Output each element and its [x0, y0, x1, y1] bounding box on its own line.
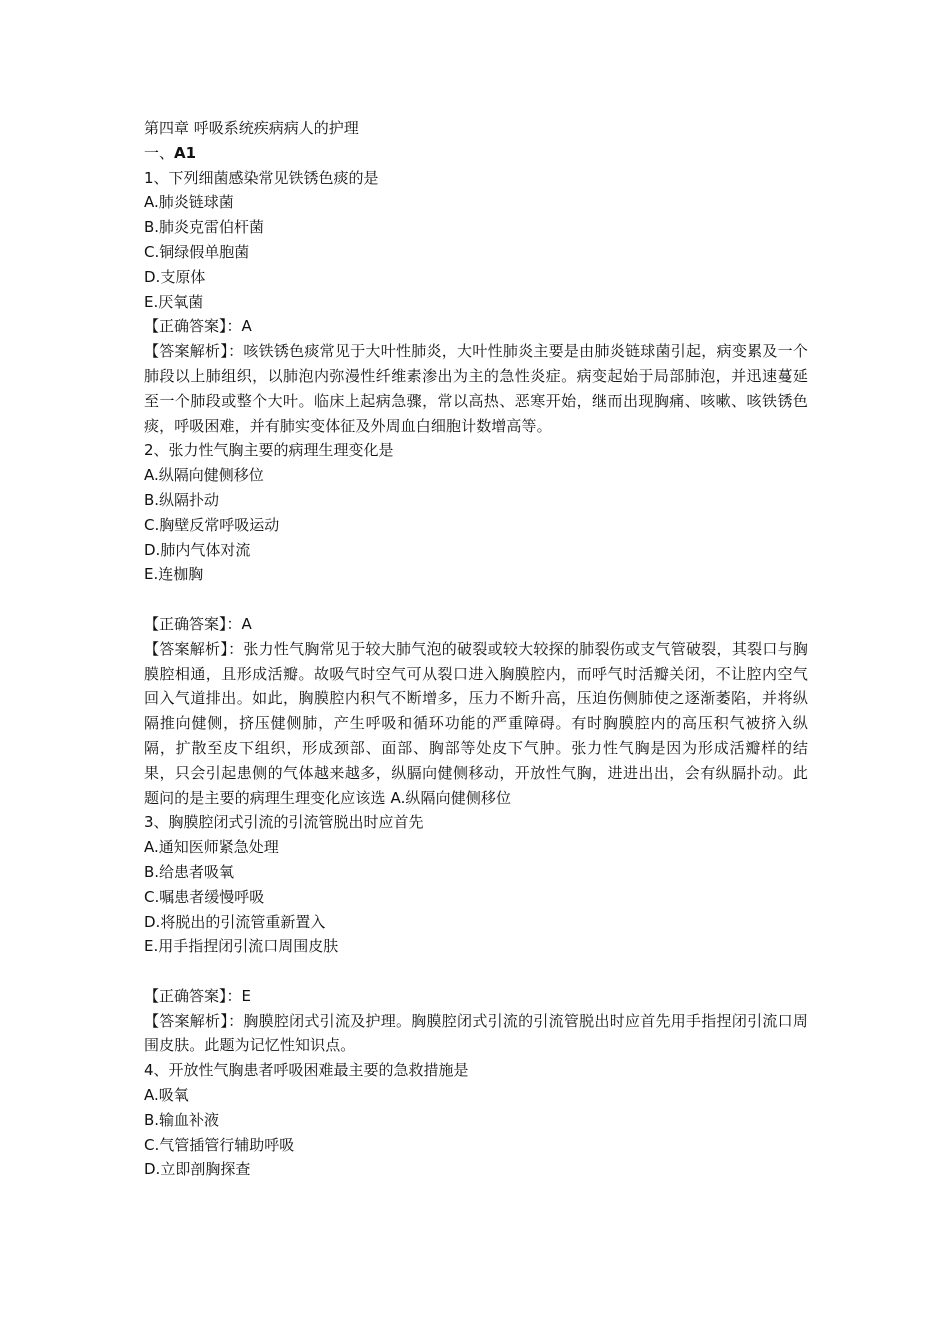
correct-answer	[144, 314, 808, 339]
answer-label: 【正确答案】	[144, 317, 227, 336]
option-e: E.厌氧菌	[144, 292, 204, 311]
blank-line	[144, 587, 808, 612]
option-b: B.给患者吸氧	[144, 862, 235, 881]
document-page	[144, 116, 808, 1182]
analysis-text: 胸膜腔闭式引流及护理。胸膜腔闭式引流的引流管脱出时应首先用手指捏闭引流口周围皮肤。此题为记忆性知识点。	[144, 1011, 808, 1055]
analysis-label: 【答案解析】	[144, 342, 229, 361]
colon: ：	[226, 317, 242, 336]
answer-label: 【正确答案】	[144, 986, 227, 1005]
section-heading	[144, 141, 808, 166]
blank-line	[144, 959, 808, 984]
option-d: D.将脱出的引流管重新置入	[144, 912, 326, 931]
analysis-label: 【答案解析】	[144, 1011, 229, 1030]
option-d: D.支原体	[144, 267, 206, 286]
section-prefix: 一、	[144, 143, 175, 162]
answer-value: A	[241, 317, 252, 336]
option-d: D.立即剖胸探查	[144, 1160, 251, 1179]
answer-value: E	[241, 986, 252, 1005]
option-a: A.肺炎链球菌	[144, 193, 234, 212]
option-c: C.嘱患者缓慢呼吸	[144, 887, 265, 906]
question-3	[144, 810, 808, 1058]
section-name: A1	[174, 143, 197, 162]
option-b: B.肺炎克雷伯杆菌	[144, 218, 265, 237]
option-a: A.吸氧	[144, 1086, 189, 1105]
option-b: B.纵隔扑动	[144, 490, 220, 509]
option-d: D.肺内气体对流	[144, 540, 251, 559]
option-a: A.通知医师紧急处理	[144, 838, 279, 857]
answer-analysis	[144, 1009, 808, 1059]
answer-label: 【正确答案】	[144, 614, 227, 633]
option-c: C.胸壁反常呼吸运动	[144, 515, 280, 534]
analysis-text: 咳铁锈色痰常见于大叶性肺炎，大叶性肺炎主要是由肺炎链球菌引起，病变累及一个肺段以上肺组织，以肺泡内弥漫性纤维素渗出为主的急性炎症。病变起始于局部肺泡，并迅速蔓延至一个肺段或整个大叶。临床上起病急骤，常以高热、恶寒开始，继而出现胸痛、咳嗽、咳铁锈色痰，呼吸困难，并有肺实变体征及外周血白细胞计数增高等。	[144, 342, 808, 435]
question-stem: 2、张力性气胸主要的病理生理变化是	[144, 441, 394, 460]
answer-analysis	[144, 339, 808, 438]
answer-value: A	[241, 614, 252, 633]
option-b: B.输血补液	[144, 1110, 220, 1129]
correct-answer	[144, 612, 808, 637]
question-stem: 3、胸膜腔闭式引流的引流管脱出时应首先	[144, 813, 424, 832]
analysis-label: 【答案解析】	[144, 639, 229, 658]
question-1	[144, 166, 808, 439]
question-stem: 1、下列细菌感染常见铁锈色痰的是	[144, 168, 379, 187]
colon: ：	[226, 614, 242, 633]
answer-analysis	[144, 637, 808, 811]
colon: ：	[228, 342, 244, 361]
correct-answer	[144, 984, 808, 1009]
option-c: C.铜绿假单胞菌	[144, 242, 250, 261]
colon: ：	[228, 639, 244, 658]
question-2	[144, 438, 808, 810]
option-c: C.气管插管行辅助呼吸	[144, 1135, 295, 1154]
chapter-title: 第四章 呼吸系统疾病病人的护理	[144, 119, 359, 137]
option-e: E.连枷胸	[144, 565, 204, 584]
question-4	[144, 1058, 808, 1182]
option-a: A.纵隔向健侧移位	[144, 466, 264, 485]
colon: ：	[226, 986, 242, 1005]
option-e: E.用手指捏闭引流口周围皮肤	[144, 937, 339, 956]
analysis-text: 张力性气胸常见于较大肺气泡的破裂或较大较探的肺裂伤或支气管破裂，其裂口与胸膜腔相通，且形成活瓣。故吸气时空气可从裂口进入胸膜腔内，而呼气时活瓣关闭，不让腔内空气回入气道排出。如此，胸膜腔内积气不断增多，压力不断升高，压迫伤侧肺使之逐渐萎陷，并将纵隔推向健侧，挤压健侧肺，产生呼吸和循环功能的严重障碍。有时胸膜腔内的高压积气被挤入纵隔，扩散至皮下组织，形成颈部、面部、胸部等处皮下气肿。张力性气胸是因为形成活瓣样的结果，只会引起患侧的气体越来越多，纵膈向健侧移动，开放性气胸，进进出出，会有纵膈扑动。此题问的是主要的病理生理变化应该选 A.纵隔向健侧移位	[144, 639, 808, 807]
question-stem: 4、开放性气胸患者呼吸困难最主要的急救措施是	[144, 1061, 469, 1080]
colon: ：	[228, 1011, 244, 1030]
